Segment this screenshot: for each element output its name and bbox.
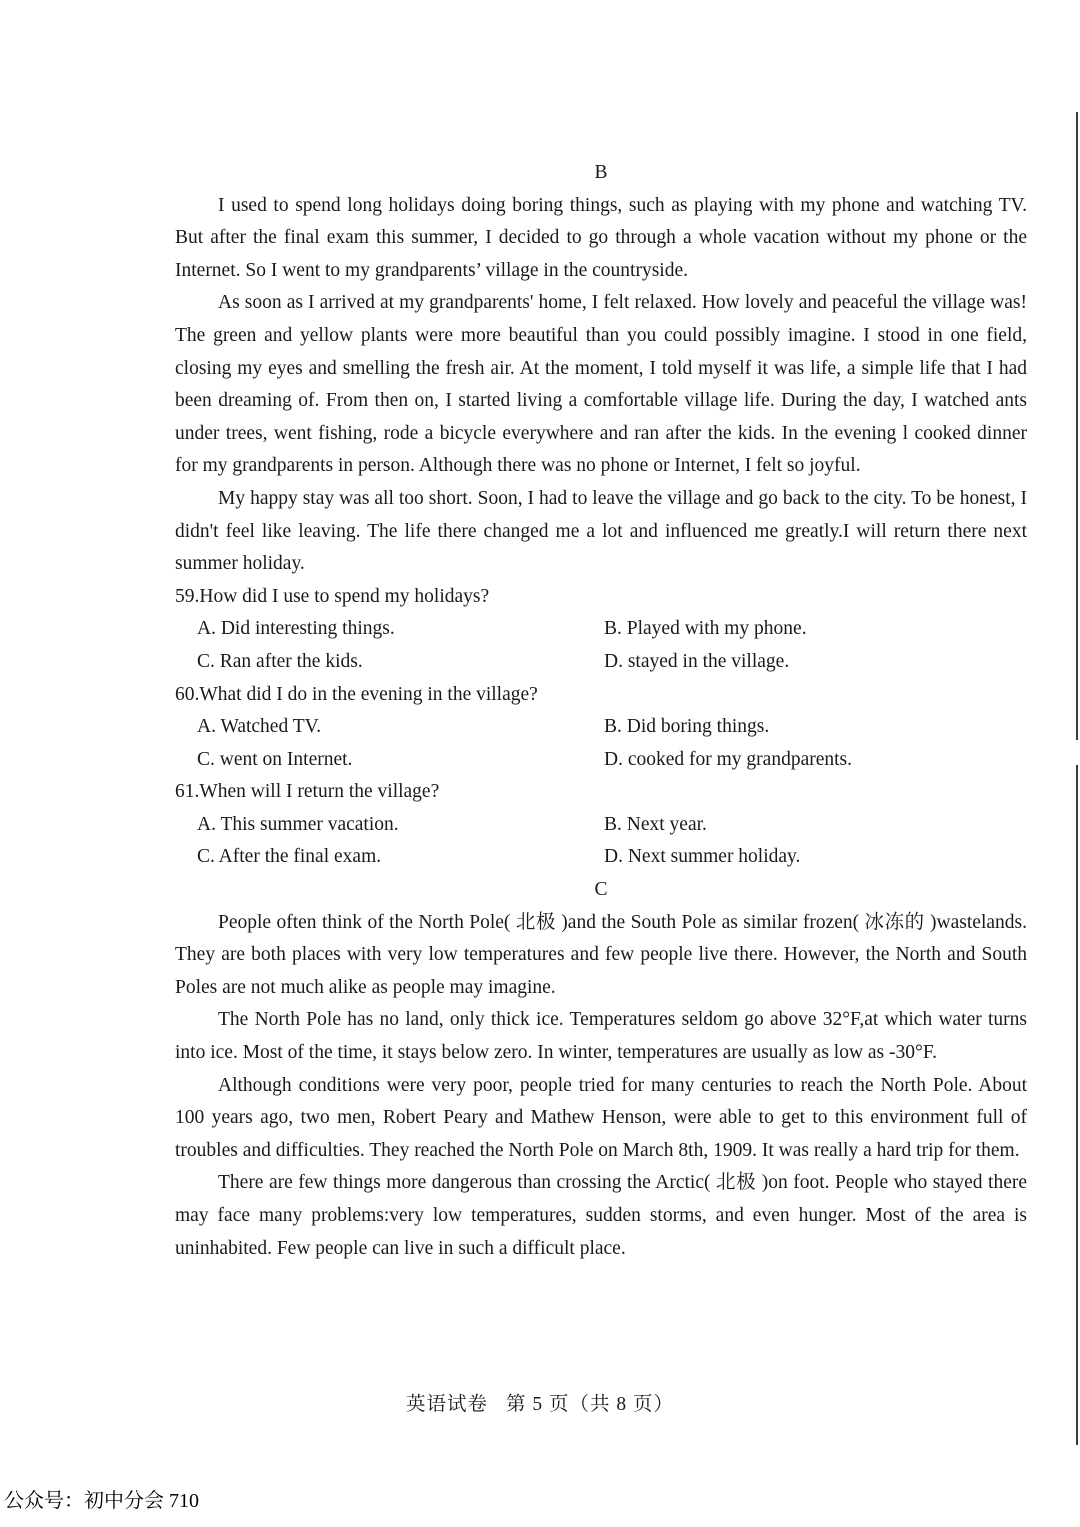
right-edge-line-top (1076, 112, 1078, 740)
question-options (175, 711, 1027, 776)
option-b[interactable]: B. Next year. (604, 813, 707, 835)
question-stem: 61.When will I return the village? (175, 781, 440, 803)
question-60 (175, 679, 1027, 777)
section-b-title: B (594, 162, 608, 183)
right-edge-line-bottom (1076, 765, 1078, 1445)
question-59 (175, 581, 1027, 679)
option-b[interactable]: B. Played with my phone. (604, 618, 807, 640)
section-b-paragraph: As soon as I arrived at my grandparents' home, I felt relaxed. How lovely and peaceful the village was! The green and yellow plants were more beautiful than you could possibly imagine. I stood in one field, closing my eyes and smelling the fresh air. At the moment, I told myself it was life, a simple life that I had been dreaming of. From then on, I started living a comfortable village life. During the day, I watched ants under trees, went fishing, rode a bicycle everywhere and ran after the kids. In the evening l cooked dinner for my grandparents in person. Although there was no phone or Internet, I felt so joyful. (175, 292, 1027, 477)
option-d[interactable]: D. stayed in the village. (604, 650, 790, 672)
footer-subject: 英语试卷 (406, 1394, 489, 1415)
option-a[interactable]: A. Did interesting things. (197, 618, 395, 640)
section-c-paragraph: The North Pole has no land, only thick ice. Temperatures seldom go above 32°F,at which water turns into ice. Most of the time, it stays below zero. In winter, temperatures are usually as low as -30°F. (175, 1009, 1027, 1064)
section-b-paragraph: My happy stay was all too short. Soon, I had to leave the village and go back to the city. To be honest, I didn't feel like leaving. The life there changed me a lot and influenced me greatly.I will return there next summer holiday. (175, 487, 1027, 575)
option-c[interactable]: C. After the final exam. (197, 846, 382, 868)
section-c-paragraph: People often think of the North Pole( 北极 )and the South Pole as similar frozen( 冰冻的 )wastelands. They are both places with very low temperatures and few people live there. However, the North and South Poles are not much alike as people may imagine. (175, 911, 1027, 998)
question-61 (175, 776, 1027, 874)
section-c-title: C (594, 879, 608, 901)
option-a[interactable]: A. Watched TV. (197, 716, 322, 738)
question-stem: 60.What did I do in the evening in the village? (175, 683, 538, 705)
section-c-paragraph: There are few things more dangerous than crossing the Arctic( 北极 )on foot. People who stayed there may face many problems:very low temperatures, sudden storms, and even hunger. Most of the area is uninhabited. Few people can live in such a difficult place. (175, 1172, 1027, 1259)
reading-content (175, 157, 1027, 1265)
option-c[interactable]: C. went on Internet. (197, 748, 353, 770)
question-options (175, 613, 1027, 678)
question-options (175, 809, 1027, 874)
option-b[interactable]: B. Did boring things. (604, 716, 770, 738)
page-footer (0, 1388, 1080, 1416)
footer-page-number: 第 5 页（共 8 页） (505, 1394, 674, 1415)
watermark-text: 公众号：初中分会 710 (4, 1490, 199, 1512)
option-d[interactable]: D. Next summer holiday. (604, 846, 801, 868)
question-stem: 59.How did I use to spend my holidays? (175, 585, 490, 607)
option-d[interactable]: D. cooked for my grandparents. (604, 748, 853, 770)
option-c[interactable]: C. Ran after the kids. (197, 650, 363, 672)
option-a[interactable]: A. This summer vacation. (197, 813, 399, 835)
section-c-paragraph: Although conditions were very poor, people tried for many centuries to reach the North Pole. About 100 years ago, two men, Robert Peary and Mathew Henson, were able to get to this environment full of troubles and difficulties. They reached the North Pole on March 8th, 1909. It was really a hard trip for them. (175, 1074, 1027, 1161)
section-b-paragraph: I used to spend long holidays doing boring things, such as playing with my phone and watching TV. But after the final exam this summer, I decided to go through a whole vacation without my phone or the Internet. So I went to my grandparents’ village in the countryside. (175, 194, 1027, 281)
